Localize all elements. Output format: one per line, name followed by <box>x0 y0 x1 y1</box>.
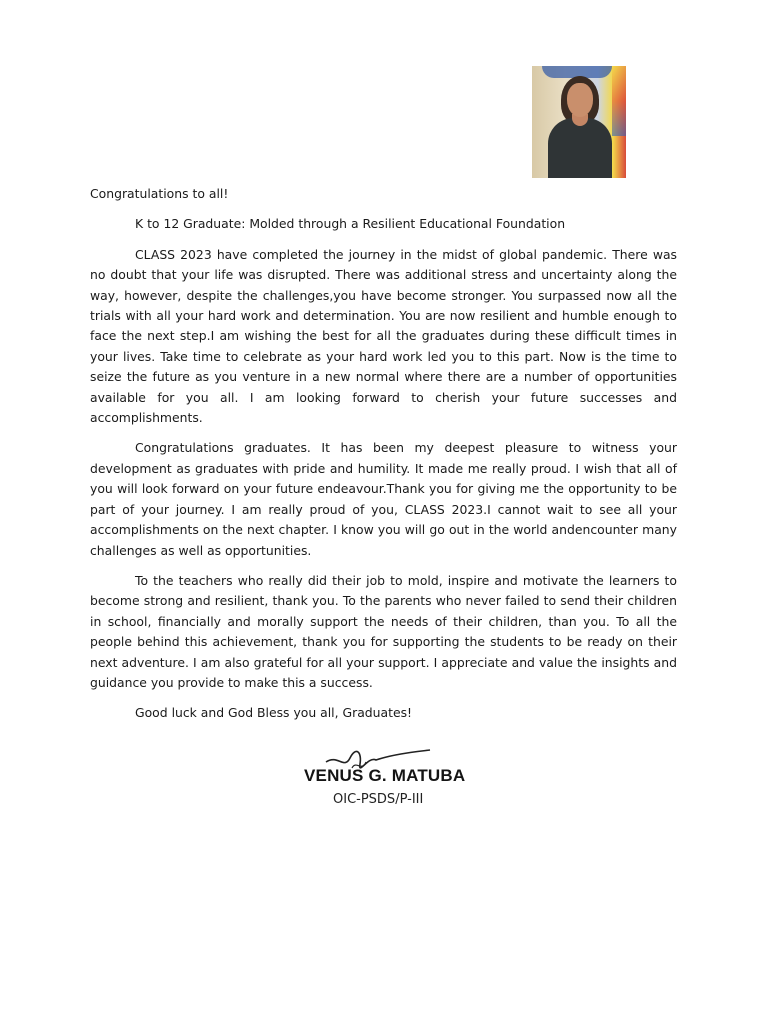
letter-body <box>90 184 677 734</box>
signatory-name: VENUS G. MATUBA <box>304 766 466 785</box>
portrait-photo <box>532 66 626 178</box>
letter-subject: K to 12 Graduate: Molded through a Resilient Educational Foundation <box>135 216 566 232</box>
photo-body <box>548 118 612 178</box>
letter-greeting: Congratulations to all! <box>90 186 229 201</box>
signatory-title: OIC-PSDS/P-III <box>333 792 424 807</box>
letter-closing: Good luck and God Bless you all, Graduates! <box>135 705 413 721</box>
letter-paragraph-3: To the teachers who really did their job to mold, inspire and motivate the learners to become strong and resilient, thank you. To the parents who never failed to send their children in school, financially and morally support the needs of their children, than you. To all the people behind this achievement, thank you for supporting the students to be ready on their next adventure. I am also grateful for all your support. I appreciate and value the insights and guidance you provide to make this a success. <box>90 572 677 690</box>
letter-paragraph-1: CLASS 2023 have completed the journey in the midst of global pandemic. There was no doubt that your life was disrupted. There was additional stress and uncertainty along the way, however, despite the challenges,you have become stronger. You surpassed now all the trials with all your hard work and determination. You are now resilient and humble enough to face the next step.I am wishing the best for all the graduates during these difficult times in your lives. Take time to celebrate as your hard work led you to this part. Now is the time to seize the future as you venture in a new normal where there are a number of opportunities available for you all. I am looking forward to cherish your future successes and accomplishments. <box>90 246 677 426</box>
photo-face <box>567 83 593 117</box>
letter-paragraph-2: Congratulations graduates. It has been my deepest pleasure to witness your development as graduates with pride and humility. It made me really proud. I wish that all of you will look forward on your future endeavour.Thank you for giving me the opportunity to be part of your journey. I am really proud of you, CLASS 2023.I cannot wait to see all your accomplishments on the next chapter. I know you will go out in the world andencounter many challenges as well as opportunities. <box>90 440 677 558</box>
photo-background-flag <box>612 66 626 136</box>
